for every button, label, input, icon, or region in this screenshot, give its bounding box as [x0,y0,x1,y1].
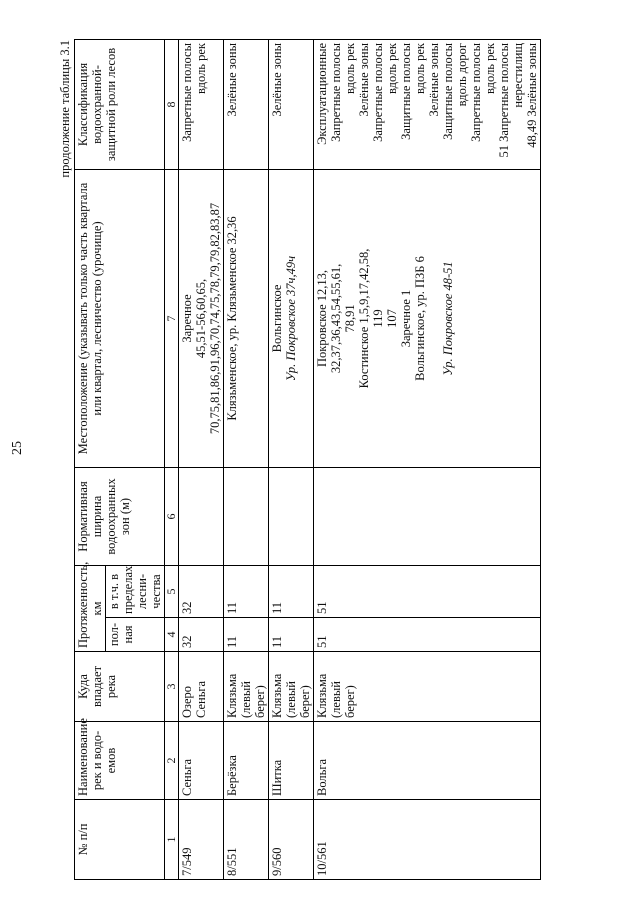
row-into: Клязьма (левый берег) [314,652,541,722]
col-number: 4 [165,618,179,652]
classification-line: Защитные полосы вдоль дорог [441,42,469,140]
row-width [224,467,269,565]
row-classification [269,39,314,169]
row-name: Вольга [314,722,541,800]
water-bodies-table [74,39,541,880]
location-line: 45,51-56,60,65, [194,278,208,359]
header-location-text: Местоположение (указывать только часть квартала или квартал, лесничество (урочище) [76,182,104,455]
row-into: Клязьма (левый берег) [224,652,269,722]
row-num: 7/549 [179,800,224,880]
header-width: Нормативная ширина водоохранных зон (м) [75,467,165,565]
table-row [269,39,314,879]
col-number: 5 [165,565,179,617]
classification-line: Запретные полосы вдоль рек [180,42,208,142]
header-row-1 [75,39,106,879]
location-line: Заречное [180,294,194,343]
header-location [75,169,165,467]
row-location [269,169,314,467]
col-number: 1 [165,800,179,880]
col-number: 6 [165,467,179,565]
location-line: Ур. Покровское 37ч,49ч [284,255,298,382]
row-length-full: 11 [269,618,314,652]
col-number: 7 [165,169,179,467]
row-classification [179,39,224,169]
row-into: Озеро Сеньга [179,652,224,722]
row-location [179,169,224,467]
location-line: Ур. Покровское 48-51 [441,261,455,376]
classification-line: Защитные полосы вдоль рек [399,42,427,140]
location-line: 70,75,81,86,91,96,70,74,75,78,79,79,82,83,87 [208,202,222,435]
row-name: Шитка [269,722,314,800]
row-classification [314,39,541,169]
location-line: 78,91 [343,304,357,333]
column-number-row [165,39,179,879]
classification-line: Эксплуатационные [315,42,329,145]
header-name: Наименование рек и водо-емов [75,722,165,800]
row-num: 9/560 [269,800,314,880]
rotated-page [58,40,541,880]
header-length-full: пол-ная [106,618,165,652]
location-line: Вольгинское [270,284,284,353]
classification-line: Запретные полосы вдоль рек [469,42,497,142]
header-num: № п/п [75,800,165,880]
row-length-within: 51 [314,565,541,617]
header-into: Куда впадает река [75,652,165,722]
row-location [224,169,269,467]
row-into: Клязьма (левый берег) [269,652,314,722]
classification-line: 51 Запретные полосы нерестилищ [497,42,525,158]
location-line: 107 [385,309,399,328]
row-num: 8/551 [224,800,269,880]
location-line: Костинское 1,5,9,17,42,58, [357,248,371,389]
row-length-full: 32 [179,618,224,652]
classification-line: Запретные полосы вдоль рек [371,42,399,142]
header-classification: Классификация водоохранной-защитной роли лесов [75,39,165,169]
row-num: 10/561 [314,800,541,880]
row-width [314,467,541,565]
row-length-full: 51 [314,618,541,652]
row-length-within: 32 [179,565,224,617]
location-line: Вольгинское, ур. ПЗБ 6 [413,256,427,381]
row-width [179,467,224,565]
row-length-full: 11 [224,618,269,652]
classification-line: Зелёные зоны [357,42,371,117]
continuation-note: продолжение таблицы 3.1 [58,40,72,178]
row-name: Сеньга [179,722,224,800]
row-width [269,467,314,565]
location-line [427,173,441,464]
row-name: Берёзка [224,722,269,800]
classification-line: Запретные полосы вдоль рек [329,42,357,142]
classification-line: Зелёные зоны [270,42,284,117]
table-row [179,39,224,879]
table-row [224,39,269,879]
classification-line: Зелёные зоны [225,42,239,117]
classification-line: 48,49 Зелёные зоны [525,42,539,148]
page-number: 25 [10,441,25,455]
location-line: Покровское 12,13, [315,269,329,367]
location-line: Заречное 1 [399,289,413,348]
col-number: 3 [165,652,179,722]
location-line: Клязьменское, ур. Клязьменское 32,36 [225,216,239,421]
row-length-within: 11 [224,565,269,617]
header-length-group: Протяженность, км [75,565,106,651]
col-number: 8 [165,39,179,169]
row-length-within: 11 [269,565,314,617]
classification-line: Зелёные зоны [427,42,441,117]
location-line: 32,37,36,43,54,55,61, [329,263,343,374]
row-classification [224,39,269,169]
table-row [314,39,541,879]
row-location [314,169,541,467]
header-length-within: в т.ч. в пределах лесни-чества [106,565,165,617]
location-line: 119 [371,309,385,328]
col-number: 2 [165,722,179,800]
